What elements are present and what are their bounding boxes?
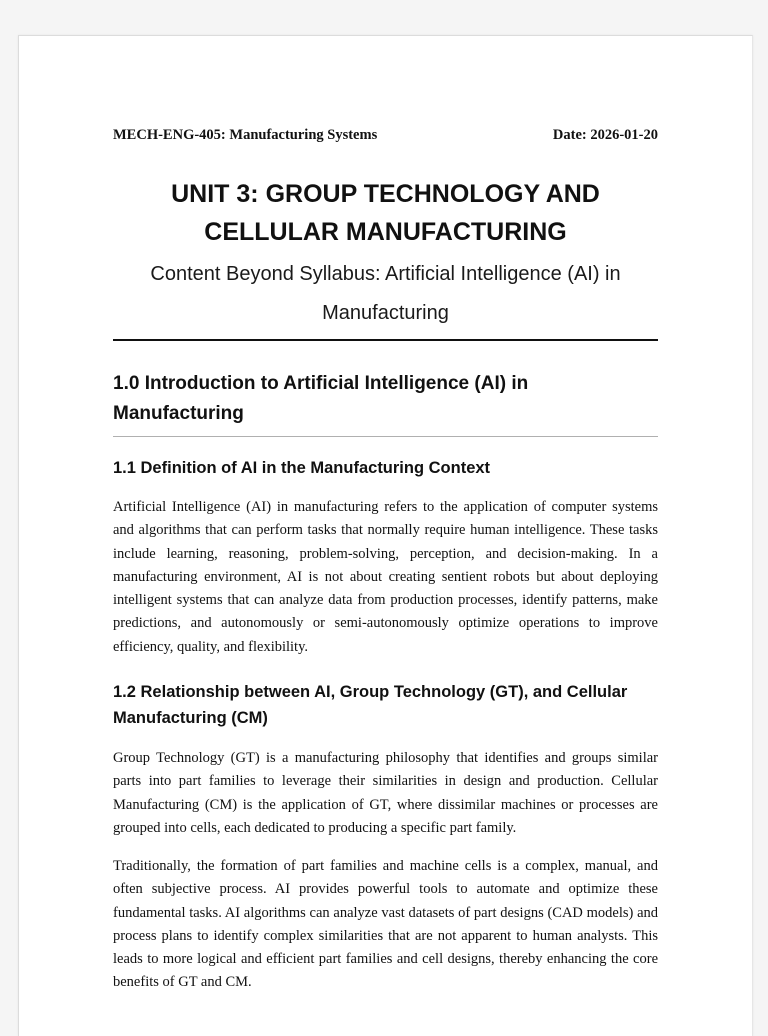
section-divider [113,436,658,437]
page-header [113,127,658,144]
paragraph-ai-role: Traditionally, the formation of part families and machine cells is a complex, manual, and often subjective process. AI provides powerful tools to automate and optimize these fundamental tasks. AI algorithms can analyze vast datasets of part designs (CAD models) and process plans to identify complex similarities that are not apparent to human analysts. This leads to more logical and efficient part families and cell designs, thereby enhancing the core benefits of GT and CM. [113,858,658,991]
section-heading: 1.0 Introduction to Artificial Intelligence (AI) in Manufacturing [113,373,529,424]
course-code: MECH-ENG-405: Manufacturing Systems [113,127,378,143]
subsection-heading-1-2: 1.2 Relationship between AI, Group Technology (GT), and Cellular Manufacturing (CM) [113,683,628,727]
document-page [18,35,753,1036]
unit-title: UNIT 3: GROUP TECHNOLOGY AND CELLULAR MANUFACTURING [171,180,600,246]
title-block [113,175,658,333]
subsection-heading-1-1: 1.1 Definition of AI in the Manufacturing Context [113,459,491,477]
unit-subtitle: Content Beyond Syllabus: Artificial Intelligence (AI) in Manufacturing [150,263,621,324]
title-divider [113,339,658,341]
paragraph-gt-cm: Group Technology (GT) is a manufacturing philosophy that identifies and groups similar parts into part families to leverage their similarities in design and production. Cellular Manufacturing (CM) is the application of GT, where dissimilar machines or processes are grouped into cells, each dedicated to producing a specific part family. [113,750,658,836]
paragraph-definition: Artificial Intelligence (AI) in manufacturing refers to the application of computer systems and algorithms that can perform tasks that normally require human intelligence. These tasks include learning, reasoning, problem-solving, perception, and decision-making. In a manufacturing environment, AI is not about creating sentient robots but about deploying intelligent systems that can analyze data from production processes, identify patterns, make predictions, and autonomously or semi-autonomously optimize operations to improve efficiency, quality, and flexibility. [113,499,658,655]
document-date: Date: 2026-01-20 [552,127,658,143]
